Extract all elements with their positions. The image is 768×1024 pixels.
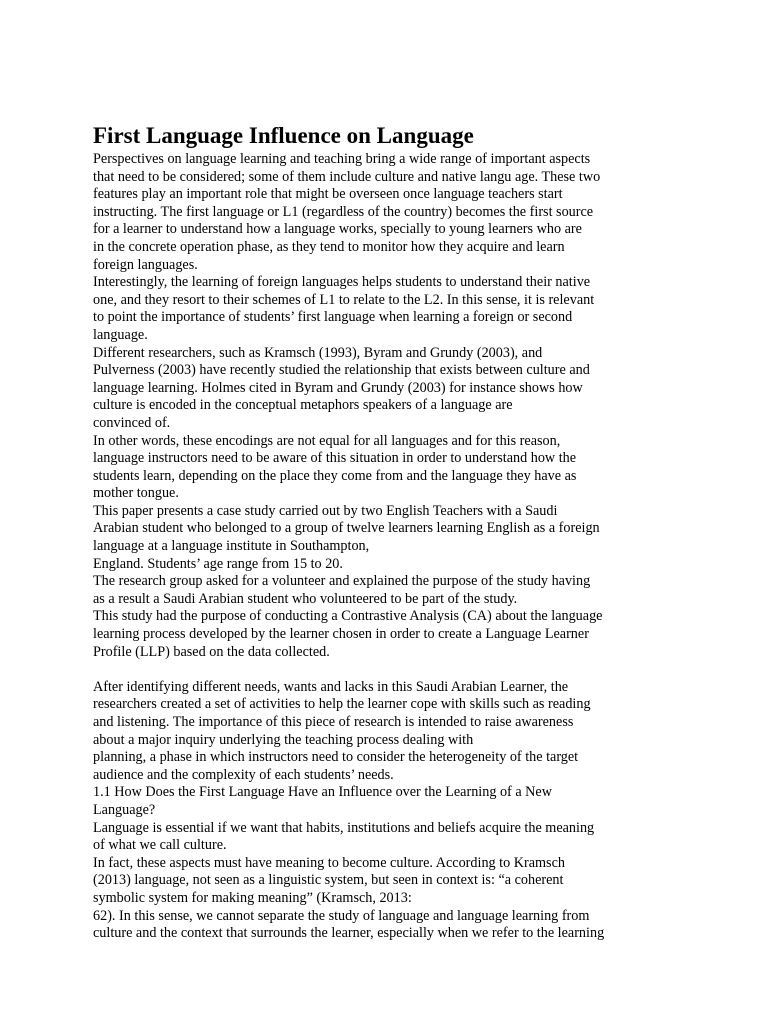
- document-body: [93, 151, 683, 943]
- body-line: language.: [93, 326, 148, 343]
- body-line: audience and the complexity of each students’ needs.: [93, 766, 394, 783]
- body-line: Pulverness (2003) have recently studied the relationship that exists between culture and: [93, 362, 590, 379]
- body-line: and listening. The importance of this piece of research is intended to raise awareness: [93, 714, 574, 730]
- body-line: (2013) language, not seen as a linguistic system, but seen in context is: “a coherent: [93, 872, 564, 889]
- section-heading-line: 1.1 How Does the First Language Have an Influence over the Learning of a New: [93, 784, 552, 801]
- body-line: The research group asked for a volunteer and explained the purpose of the study having: [93, 573, 591, 590]
- body-line: This paper presents a case study carried out by two English Teachers with a Saudi: [93, 502, 558, 519]
- body-line: foreign languages.: [93, 256, 198, 273]
- body-line: for a learner to understand how a language works, specially to young learners who are: [93, 221, 582, 238]
- body-line: researchers created a set of activities to help the learner cope with skills such as reading: [93, 696, 591, 713]
- body-line: that need to be considered; some of them include culture and native langu age. These two: [93, 168, 601, 185]
- body-line: about a major inquiry underlying the teaching process dealing with: [93, 731, 474, 748]
- body-line: one, and they resort to their schemes of L1 to relate to the L2. In this sense, it is relevant: [93, 291, 595, 308]
- section-heading-line: Language?: [93, 801, 156, 818]
- body-line: language instructors need to be aware of this situation in order to understand how the: [93, 450, 577, 467]
- body-line: convinced of.: [93, 414, 171, 431]
- body-line: Profile (LLP) based on the data collected.: [93, 643, 330, 660]
- body-line: This study had the purpose of conducting a Contrastive Analysis (CA) about the language: [93, 608, 603, 625]
- body-line: After identifying different needs, wants and lacks in this Saudi Arabian Learner, the: [93, 678, 569, 695]
- body-line: to point the importance of students’ first language when learning a foreign or second: [93, 309, 573, 326]
- body-line: features play an important role that might be overseen once language teachers start: [93, 186, 563, 203]
- blank-line: [93, 661, 683, 679]
- body-line: Arabian student who belonged to a group of twelve learners learning English as a foreign: [93, 520, 600, 537]
- body-line: as a result a Saudi Arabian student who volunteered to be part of the study.: [93, 590, 518, 607]
- body-line: Perspectives on language learning and teaching bring a wide range of important aspects: [93, 151, 591, 167]
- body-line: language learning. Holmes cited in Byram and Grundy (2003) for instance shows how: [93, 379, 583, 396]
- document-page: [93, 121, 683, 943]
- body-line: planning, a phase in which instructors need to consider the heterogeneity of the target: [93, 749, 579, 766]
- body-line: in the concrete operation phase, as they tend to monitor how they acquire and learn: [93, 238, 565, 255]
- body-line: learning process developed by the learner chosen in order to create a Language Learner: [93, 626, 589, 643]
- document-title: First Language Influence on Language: [93, 123, 474, 148]
- body-line: mother tongue.: [93, 485, 179, 502]
- body-line: In other words, these encodings are not equal for all languages and for this reason,: [93, 432, 561, 449]
- body-line: symbolic system for making meaning” (Kramsch, 2013:: [93, 889, 412, 906]
- body-line: culture and the context that surrounds the learner, especially when we refer to the learning: [93, 925, 605, 942]
- body-line: instructing. The first language or L1 (regardless of the country) becomes the first source: [93, 203, 594, 220]
- body-line: Different researchers, such as Kramsch (1993), Byram and Grundy (2003), and: [93, 344, 543, 361]
- body-line: Language is essential if we want that habits, institutions and beliefs acquire the meaning: [93, 819, 595, 836]
- body-line: In fact, these aspects must have meaning to become culture. According to Kramsch: [93, 854, 565, 871]
- body-line: students learn, depending on the place they come from and the language they have as: [93, 467, 577, 484]
- body-line: England. Students’ age range from 15 to 20.: [93, 555, 343, 572]
- body-line: 62). In this sense, we cannot separate the study of language and language learning from: [93, 907, 590, 924]
- body-line: of what we call culture.: [93, 837, 227, 854]
- body-line: Interestingly, the learning of foreign languages helps students to understand their native: [93, 274, 591, 291]
- body-line: language at a language institute in Southampton,: [93, 538, 370, 555]
- body-line: culture is encoded in the conceptual metaphors speakers of a language are: [93, 397, 513, 414]
